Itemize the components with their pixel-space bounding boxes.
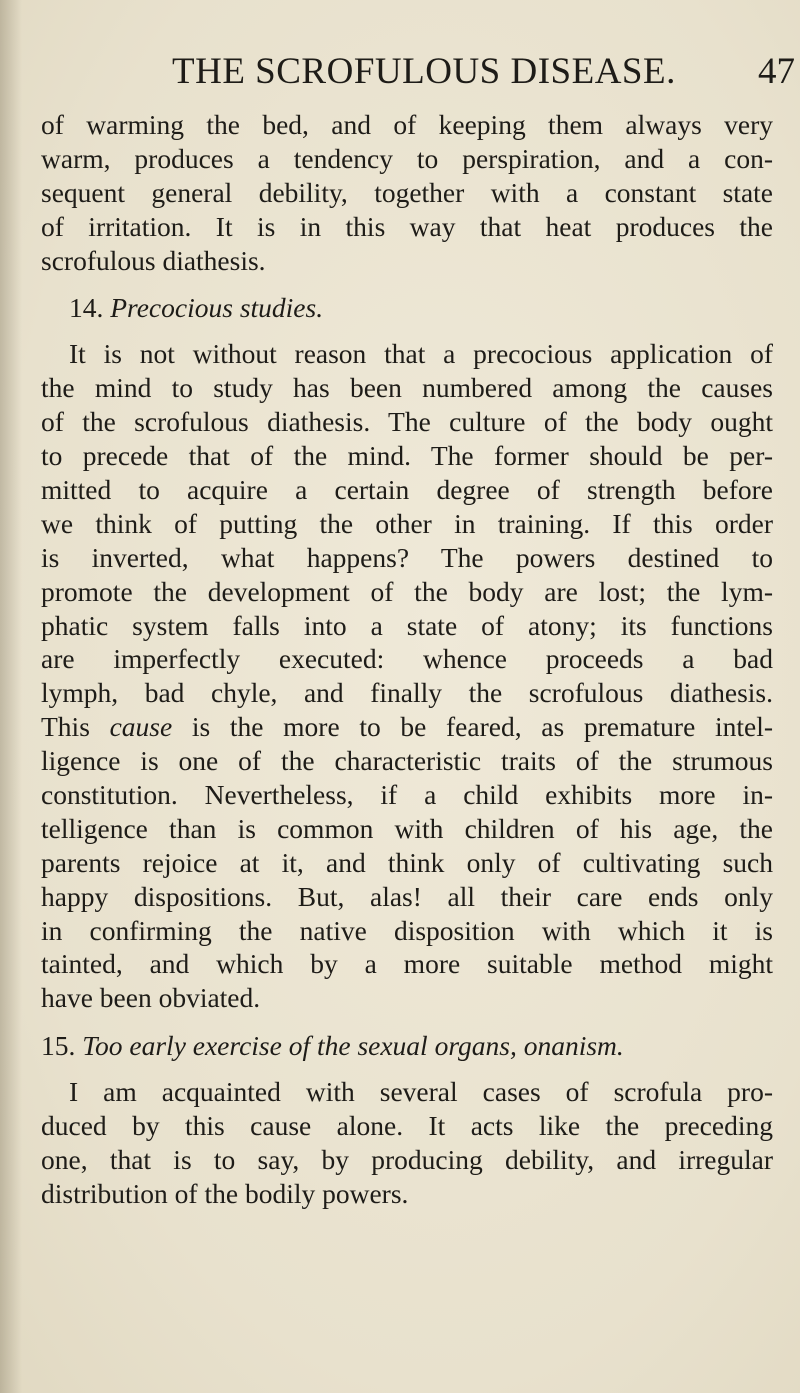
text-line: to precede that of the mind. The former should be per- [41, 440, 773, 472]
text-line: in confirming the native disposition with which it is [41, 914, 773, 946]
text-line: the mind to study has been numbered among the causes [41, 372, 773, 404]
text-line: telligence than is common with children of his age, the [41, 812, 773, 844]
page-number: 47 [758, 51, 795, 92]
text-line: happy dispositions. But, alas! all their care ends only [41, 880, 773, 912]
text-line: lymph, bad chyle, and finally the scrofulous diathesis. [41, 677, 773, 709]
text-line: ligence is one of the characteristic traits of the strumous [41, 745, 773, 777]
text-line-with-italic [41, 710, 773, 744]
text-line: scrofulous diathesis. [41, 244, 266, 276]
text-line: warm, produces a tendency to perspiration, and a con- [41, 142, 773, 174]
section-title: Precocious studies. [110, 292, 324, 324]
text-line: of irritation. It is in this way that heat produces the [41, 210, 773, 242]
text-line: parents rejoice at it, and think only of cultivating such [41, 846, 773, 878]
section-number: 15. [41, 1030, 76, 1062]
text-line: of the scrofulous diathesis. The culture of the body ought [41, 406, 773, 438]
text-line: sequent general debility, together with a constant state [41, 176, 773, 208]
text-line: are imperfectly executed: whence proceeds a bad [41, 643, 773, 675]
text-line: mitted to acquire a certain degree of strength before [41, 474, 773, 506]
text-segment: is the more to be feared, as premature intel- [191, 711, 773, 743]
text-line: phatic system falls into a state of atony; its functions [41, 609, 773, 641]
section-number: 14. [69, 292, 104, 324]
italic-word: cause [109, 711, 173, 743]
text-line: duced by this cause alone. It acts like the preceding [41, 1110, 773, 1142]
paragraph-precocious-studies [41, 337, 773, 1015]
text-line: constitution. Nevertheless, if a child exhibits more in- [41, 779, 773, 811]
page-gutter-shadow [0, 0, 22, 1393]
text-line: is inverted, what happens? The powers destined to [41, 541, 773, 573]
page-header [172, 50, 795, 94]
section-heading-15 [41, 1029, 773, 1063]
running-title: THE SCROFULOUS DISEASE. [172, 51, 676, 92]
text-line: I am acquainted with several cases of scrofula pro- [69, 1076, 773, 1108]
text-line: of warming the bed, and of keeping them always very [41, 109, 773, 140]
text-line: promote the development of the body are lost; the lym- [41, 575, 773, 607]
text-line: tainted, and which by a more suitable method might [41, 948, 773, 980]
paragraph-early-exercise [41, 1075, 773, 1211]
paragraph-heat [41, 108, 773, 277]
section-heading-14 [41, 291, 773, 325]
text-line: have been obviated. [41, 982, 261, 1014]
body-text [41, 108, 773, 1211]
text-line: It is not without reason that a precocious application of [69, 338, 773, 370]
text-segment: This [41, 711, 90, 743]
text-line: we think of putting the other in training. If this order [41, 507, 773, 539]
text-line: one, that is to say, by producing debility, and irregular [41, 1144, 773, 1176]
text-line: distribution of the bodily powers. [41, 1177, 409, 1209]
section-title: Too early exercise of the sexual organs, onanism. [82, 1030, 624, 1062]
